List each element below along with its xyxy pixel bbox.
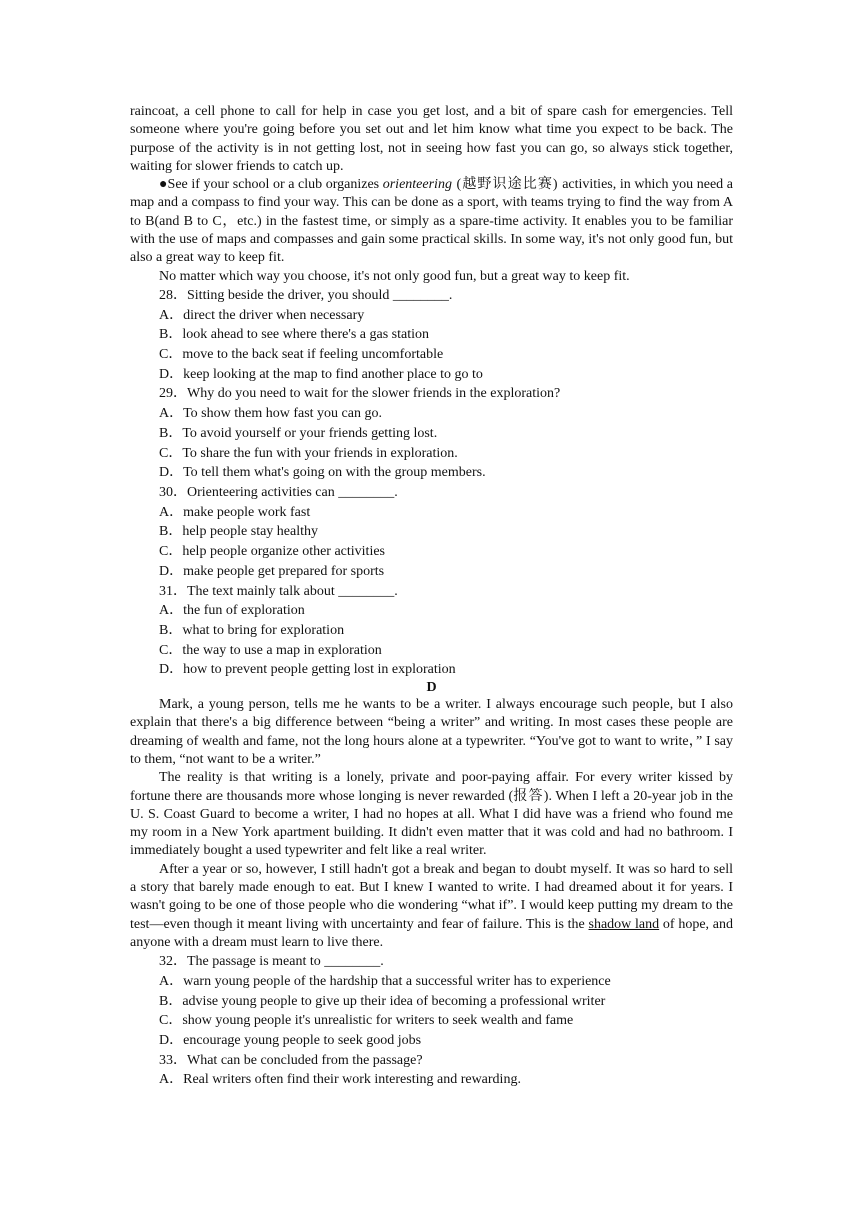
paragraph-3-end: of hope, and anyone with a dream must learn to live there. — [130, 916, 733, 950]
answer-option: D．make people get prepared for sports — [159, 563, 385, 579]
passage-c-tail: raincoat, a cell phone to call for help in case you get lost, and a bit of spare cash for emergencies. Tell someone where you're going before you set out and let him know what time you expect to be back. The purpose of the activity is in not getting lost, not in seeing how fast you can go, so always stick together, waiting for slower friends to catch up. — [130, 104, 733, 174]
question-stem: 31．The text mainly talk about ________. — [159, 583, 398, 599]
answer-option: C．To share the fun with your friends in exploration. — [159, 445, 458, 461]
question-stem: 33．What can be concluded from the passage? — [159, 1052, 423, 1068]
answer-option: A．To show them how fast you can go. — [159, 406, 382, 422]
answer-option: A．direct the driver when necessary — [159, 307, 365, 323]
paragraph-3-start: After a year or so, however, I still hadn't got a break and began to doubt myself. It was so hard to sell a story that barely made enough to eat. But I knew I wanted to write. I had dreamed about it for years. I wasn't going to be one of those people who die wondering “what if”. I would keep putting my dream to the test—even though it meant living with uncertainty and fear of failure. This is the — [130, 861, 733, 932]
underlined-phrase: shadow land — [588, 916, 660, 932]
section-heading-d: D — [426, 680, 437, 696]
answer-option: D．keep looking at the map to find another place to go to — [159, 366, 483, 382]
paragraph-2-chinese-gloss: 报答 — [513, 788, 544, 804]
answer-option: D．how to prevent people getting lost in exploration — [159, 662, 456, 678]
answer-option: A．Real writers often find their work interesting and rewarding. — [159, 1072, 521, 1088]
answer-option: C．the way to use a map in exploration — [159, 642, 382, 658]
answer-option: D．encourage young people to seek good jobs — [159, 1033, 422, 1048]
paragraph-2-start: The reality is that writing is a lonely, private and poor-paying affair. For every writer kissed by fortune there are thousands more whose longing is never rewarded ( — [130, 770, 733, 804]
answer-option: B．advise young people to give up their idea of becoming a professional writer — [159, 993, 606, 1009]
question-stem: 29．Why do you need to wait for the slower friends in the exploration? — [159, 386, 561, 402]
answer-option: D．To tell them what's going on with the group members. — [159, 465, 486, 481]
answer-option: A．warn young people of the hardship that a successful writer has to experience — [159, 973, 611, 989]
orienteering-body: activities, in which you need a map and a compass to find your way. This can be done as a sport, with teams trying to find the way from A to B(and B to C，etc.) in the fastest time, or simply as a spare-time activity. It enables you to be familiar with the use of maps and compasses and gain some practical skills. In some way, it's not only good fun, but also a great way to keep fit. — [130, 177, 733, 266]
question-stem: 32．The passage is meant to ________. — [159, 954, 384, 970]
passage-c-conclusion: No matter which way you choose, it's not only good fun, but a great way to keep fit. — [159, 268, 630, 284]
answer-option: A．make people work fast — [159, 504, 311, 520]
passage-d-paragraph-1: Mark, a young person, tells me he wants to be a writer. I always encourage such people, but I also explain that there's a big difference between “being a writer” and writing. In most cases these people are dreaming of wealth and fame, not the long hours alone at a typewriter. “You've got to want to write，” I say to them, “not want to be a writer.” — [130, 697, 733, 767]
passage-d-paragraph-2 — [130, 769, 733, 860]
answer-option: C．show young people it's unrealistic for writers to seek wealth and fame — [159, 1013, 574, 1029]
answer-option: B．what to bring for exploration — [159, 622, 345, 638]
question-block-d — [130, 952, 733, 1090]
orienteering-term: orienteering — [382, 177, 452, 193]
paragraph-2-end: ). When I left a 20-year job in the U. S. Coast Guard to become a writer, I had no hopes at all. What I did have was a friend who found me my room in a New York apartment building. It didn't even matter that it was cold and had no bathroom. I immediately bought a used typewriter and felt like a real writer. — [130, 788, 733, 859]
orienteering-chinese-gloss: (越野识途比赛) — [451, 177, 559, 193]
orienteering-paragraph — [130, 176, 733, 267]
passage-d-paragraph-3 — [130, 861, 733, 952]
answer-option: B．look ahead to see where there's a gas station — [159, 327, 429, 343]
document-page — [130, 103, 733, 1090]
answer-option: B．To avoid yourself or your friends getting lost. — [159, 425, 438, 441]
answer-option: A．the fun of exploration — [159, 603, 305, 619]
question-block-c — [130, 286, 733, 680]
question-stem: 28．Sitting beside the driver, you should ________. — [159, 287, 453, 303]
answer-option: C．move to the back seat if feeling uncomfortable — [159, 347, 444, 363]
orienteering-intro: ●See if your school or a club organizes — [159, 177, 383, 193]
answer-option: C．help people organize other activities — [159, 544, 386, 560]
answer-option: B．help people stay healthy — [159, 524, 319, 540]
question-stem: 30．Orienteering activities can ________. — [159, 485, 398, 500]
